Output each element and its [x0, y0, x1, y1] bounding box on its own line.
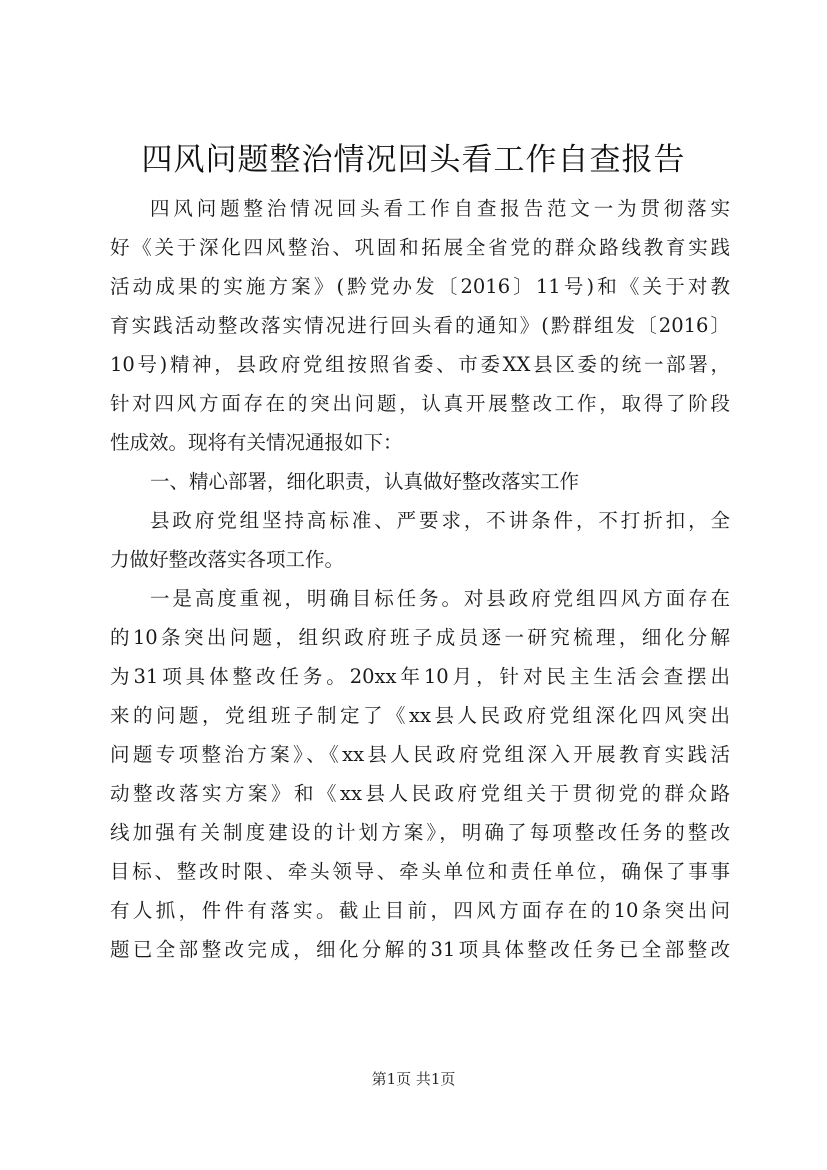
paragraph-line: 针对四风方面存在的突出问题，认真开展整改工作，取得了阶段 [110, 392, 730, 415]
paragraph-line: 来的问题，党组班子制定了《xx县人民政府党组深化四风突出 [110, 704, 730, 727]
paragraph-line: 育实践活动整改落实情况进行回头看的通知》(黔群组发〔2016〕 [110, 314, 730, 337]
paragraph-line: 的10条突出问题，组织政府班子成员逐一研究梳理，细化分解 [110, 626, 730, 649]
paragraph-line: 10号)精神，县政府党组按照省委、市委XX县区委的统一部署， [110, 353, 730, 376]
paragraph-line: 活动成果的实施方案》(黔党办发〔2016〕11号)和《关于对教 [110, 275, 730, 298]
paragraph-line: 县政府党组坚持高标准、严要求，不讲条件，不打折扣，全 [150, 509, 730, 532]
section-heading: 一、精心部署，细化职责，认真做好整改落实工作 [150, 470, 580, 493]
paragraph-line: 动整改落实方案》和《xx县人民政府党组关于贯彻党的群众路 [110, 782, 730, 805]
paragraph-line: 为31项具体整改任务。20xx年10月，针对民主生活会查摆出 [110, 665, 730, 688]
paragraph-line: 四风问题整治情况回头看工作自查报告范文一为贯彻落实 [150, 197, 730, 220]
document-body [110, 189, 730, 969]
paragraph-line: 问题专项整治方案》、《xx县人民政府党组深入开展教育实践活 [110, 743, 730, 766]
document-title: 四风问题整治情况回头看工作自查报告 [141, 142, 686, 178]
paragraph-line: 一是高度重视，明确目标任务。对县政府党组四风方面存在 [150, 587, 730, 610]
paragraph-line: 性成效。现将有关情况通报如下： [110, 431, 403, 454]
paragraph-line: 目标、整改时限、牵头领导、牵头单位和责任单位，确保了事事 [110, 860, 730, 883]
paragraph-line: 力做好整改落实各项工作。 [110, 548, 345, 571]
paragraph-line: 线加强有关制度建设的计划方案》，明确了每项整改任务的整改 [110, 821, 730, 844]
paragraph-line: 有人抓，件件有落实。截止目前，四风方面存在的10条突出问 [110, 899, 730, 922]
paragraph-line: 题已全部整改完成，细化分解的31项具体整改任务已全部整改 [110, 938, 730, 961]
paragraph-line: 好《关于深化四风整治、巩固和拓展全省党的群众路线教育实践 [110, 236, 730, 259]
page-footer: 第1页 共1页 [371, 1070, 456, 1088]
